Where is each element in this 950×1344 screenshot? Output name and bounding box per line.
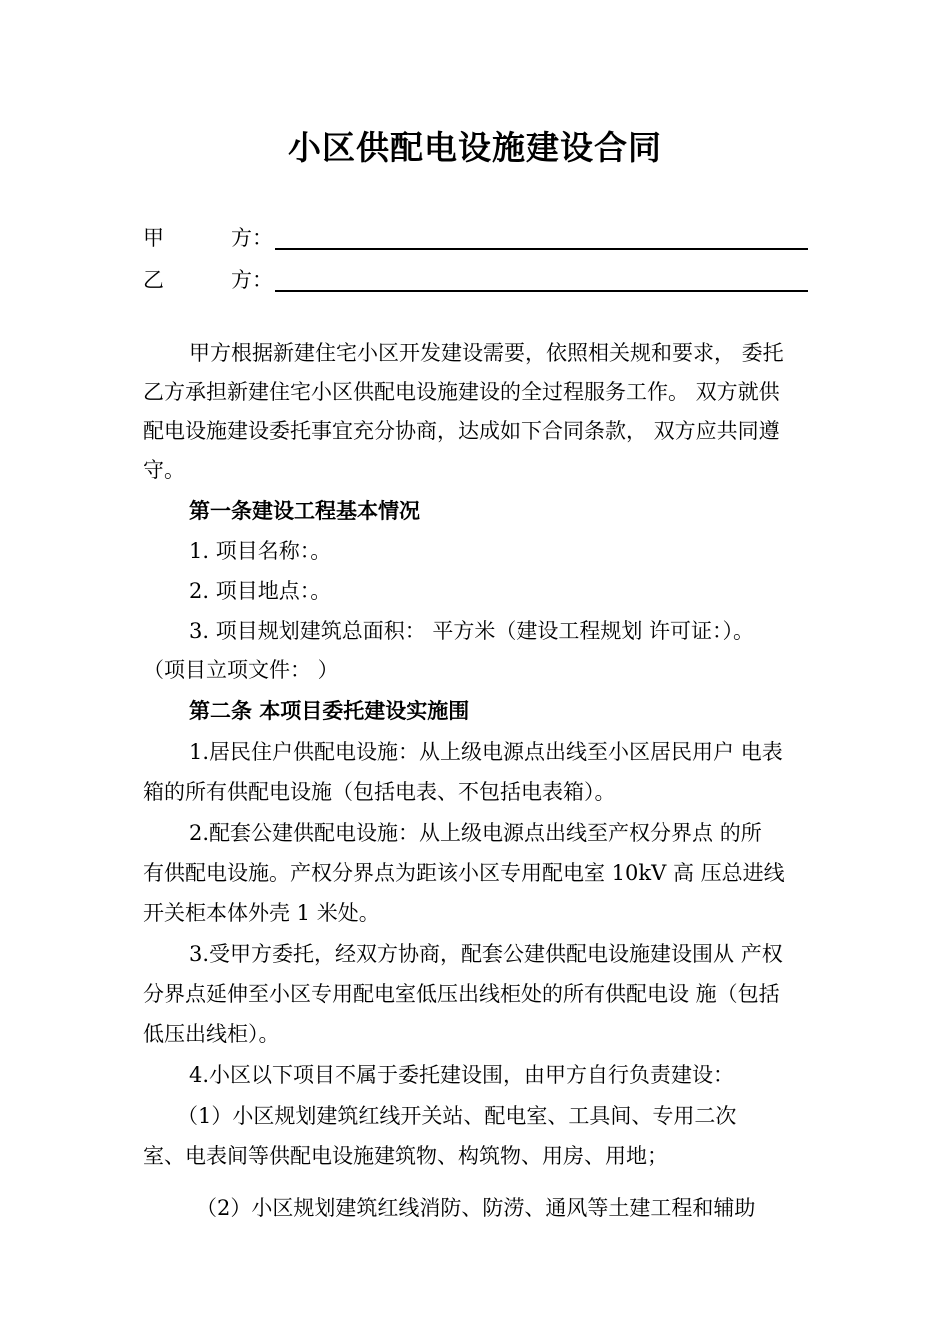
article-2-line-4: 有供配电设施。产权分界点为距该小区专用配电室 10kV 高 压总进线: [143, 861, 785, 885]
document-title: 小区供配电设施建设合同: [288, 128, 662, 167]
intro-line-2: 乙方承担新建住宅小区供配电设施建设的全过程服务工作。 双方就供: [143, 380, 780, 404]
article-2-line-11: 室、电表间等供配电设施建筑物、构筑物、用房、用地；: [143, 1144, 668, 1168]
article-1-heading: 第一条建设工程基本情况: [189, 498, 420, 523]
intro-line-3: 配电设施建设委托事宜充分协商，达成如下合同条款， 双方应共同遵: [143, 419, 780, 443]
article-2-line-2: 箱的所有供配电设施（包括电表、不包括电表箱）。: [143, 780, 616, 804]
intro-line-4: 守。: [143, 458, 185, 482]
article-2-line-9: 4.小区以下项目不属于委托建设围，由甲方自行负责建设：: [189, 1063, 735, 1087]
article-1-item-3: 3. 项目规划建筑总面积： 平方米（建设工程规划 许可证：）。: [189, 619, 755, 643]
party-b-label: 乙: [143, 268, 164, 292]
article-2-line-12: （2）小区规划建筑红线消防、防涝、通风等土建工程和辅助: [196, 1196, 756, 1220]
article-2-line-7: 分界点延伸至小区专用配电室低压出线柜处的所有供配电设 施（包括: [143, 982, 780, 1006]
party-b-suffix: 方：: [231, 268, 273, 292]
party-a-blank-line: [275, 248, 808, 250]
article-1-item-2: 2. 项目地点：。: [189, 579, 332, 603]
article-2-heading: 第二条 本项目委托建设实施围: [189, 698, 470, 723]
article-2-line-10: （1）小区规划建筑红线开关站、配电室、工具间、专用二次: [177, 1104, 737, 1128]
article-2-line-5: 开关柜本体外壳 1 米处。: [143, 901, 380, 925]
article-2-line-8: 低压出线柜）。: [143, 1022, 280, 1046]
party-a-label: 甲: [143, 226, 164, 250]
article-2-line-6: 3.受甲方委托，经双方协商，配套公建供配电设施建设围从 产权: [189, 942, 783, 966]
party-a-suffix: 方：: [231, 226, 273, 250]
intro-line-1: 甲方根据新建住宅小区开发建设需要，依照相关规和要求， 委托: [189, 341, 784, 365]
article-1-item-1: 1. 项目名称：。: [189, 539, 332, 563]
article-1-item-4: （项目立项文件： ）: [143, 658, 339, 682]
article-2-line-3: 2.配套公建供配电设施：从上级电源点出线至产权分界点 的所: [189, 821, 762, 845]
party-b-blank-line: [275, 290, 808, 292]
article-2-line-1: 1.居民住户供配电设施：从上级电源点出线至小区居民用户 电表: [189, 740, 783, 764]
